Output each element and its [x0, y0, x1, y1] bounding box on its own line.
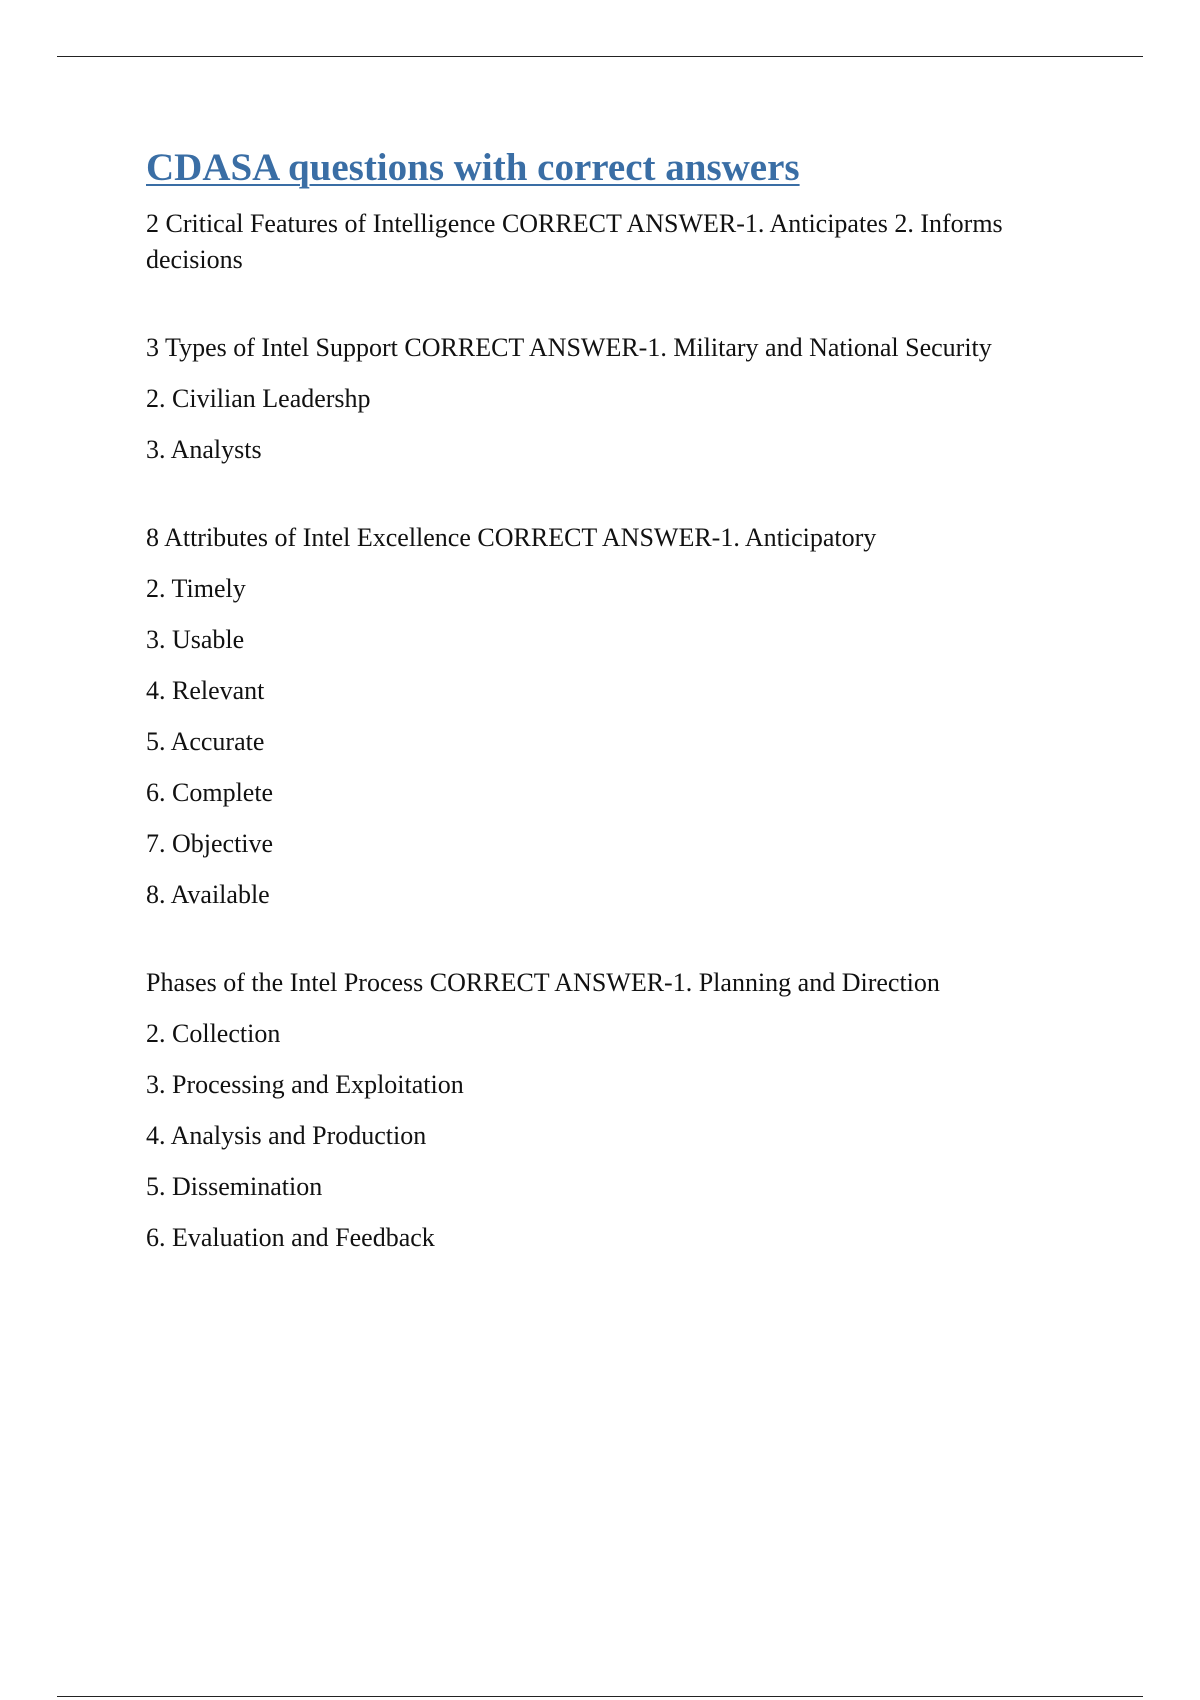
- answer-line: 3. Usable: [146, 625, 245, 654]
- answer-line: 8. Available: [146, 880, 270, 909]
- answer-first-text: CORRECT ANSWER-1. Planning and Direction: [429, 968, 940, 997]
- header-divider: [57, 56, 1143, 57]
- qa-question-line: [146, 206, 1086, 278]
- answer-line: 5. Accurate: [146, 727, 265, 756]
- answer-line: 4. Analysis and Production: [146, 1121, 427, 1150]
- answer-line: 6. Complete: [146, 778, 274, 807]
- answer-line: 6. Evaluation and Feedback: [146, 1223, 435, 1252]
- answer-line: 7. Objective: [146, 829, 274, 858]
- question-text: Phases of the Intel Process: [146, 968, 424, 997]
- qa-list: [146, 206, 1086, 1256]
- question-text: 2 Critical Features of Intelligence: [146, 209, 496, 238]
- qa-item: [146, 520, 1086, 913]
- answer-line: 2. Collection: [146, 1019, 281, 1048]
- question-text: 3 Types of Intel Support: [146, 333, 398, 362]
- answer-line: 3. Processing and Exploitation: [146, 1070, 464, 1099]
- qa-question-line: [146, 330, 1086, 366]
- answer-first-text: CORRECT ANSWER-1. Military and National Security: [404, 333, 992, 362]
- answer-first-text: CORRECT ANSWER-1. Anticipatory: [477, 523, 877, 552]
- qa-item: [146, 965, 1086, 1256]
- answer-line: 2. Civilian Leadershp: [146, 384, 371, 413]
- question-text: 8 Attributes of Intel Excellence: [146, 523, 471, 552]
- qa-item: [146, 330, 1086, 468]
- document-body: [146, 140, 1086, 1271]
- answer-line: 4. Relevant: [146, 676, 265, 705]
- qa-question-line: [146, 520, 1086, 556]
- qa-question-line: [146, 965, 1086, 1001]
- answer-line: 3. Analysts: [146, 435, 262, 464]
- document-title-link[interactable]: CDASA questions with correct answers: [146, 146, 800, 189]
- answer-line: 2. Timely: [146, 574, 246, 603]
- answer-first-text: CORRECT ANSWER-1. Anticipates 2. Informs decisions: [146, 209, 1003, 274]
- footer-divider: [57, 1696, 1143, 1697]
- answer-line: 5. Dissemination: [146, 1172, 323, 1201]
- qa-item: [146, 206, 1086, 278]
